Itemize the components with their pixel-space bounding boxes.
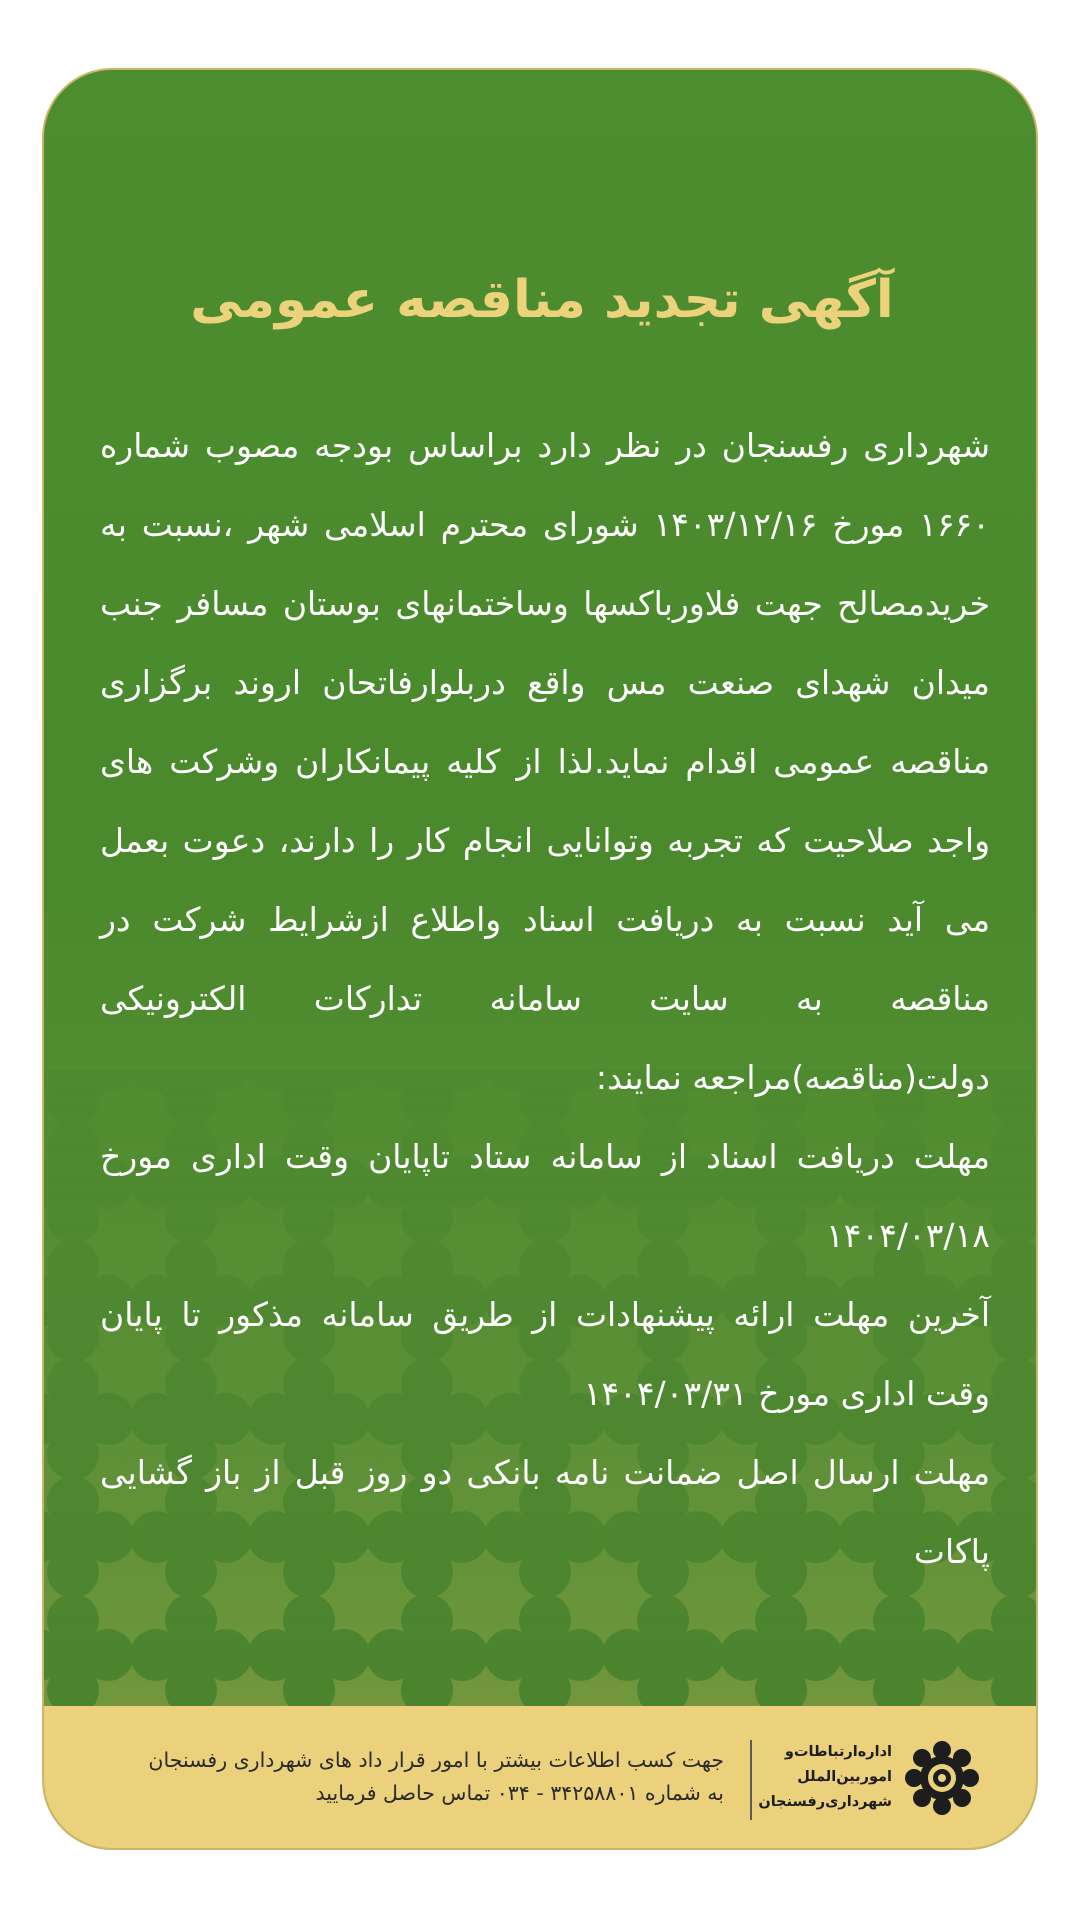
footer-divider <box>750 1740 752 1820</box>
notice-paragraph-guarantee-deadline: مهلت ارسال اصل ضمانت نامه بانکی دو روز قبل از باز گشایی پاکات <box>100 1453 990 1571</box>
municipality-logo <box>730 1736 980 1822</box>
logo-line: اداره‌ارتباطات‌و <box>784 1744 892 1760</box>
contact-line: جهت کسب اطلاعات بیشتر با امور قرار داد های شهرداری رفسنجان <box>148 1748 724 1772</box>
notice-paragraph-document-deadline: مهلت دریافت اسناد از سامانه ستاد تاپایان وقت اداری مورخ ۱۴۰۴/۰۳/۱۸ <box>100 1137 990 1255</box>
logo-line: شهرداری‌رفسنجان <box>758 1794 892 1810</box>
notice-card <box>42 68 1038 1850</box>
notice-title: آگهی تجدید مناقصه عمومی <box>190 270 894 330</box>
logo-line: امور‌بین‌الملل <box>797 1769 892 1785</box>
notice-body <box>100 406 990 1591</box>
footer-bar <box>44 1706 1038 1850</box>
notice-paragraph-proposal-deadline: آخرین مهلت ارائه پیشنهادات از طریق سامانه مذکور تا پایان وقت اداری مورخ ۱۴۰۴/۰۳/۳۱ <box>100 1295 990 1413</box>
logo-text <box>732 1740 892 1815</box>
municipality-emblem-icon <box>904 1740 980 1816</box>
notice-paragraph-main: شهرداری رفسنجان در نظر دارد براساس بودجه مصوب شماره ۱۶۶۰ مورخ ۱۴۰۳/۱۲/۱۶ شورای محترم اسلامی شهر ،نسبت به خریدمصالح جهت فلاورباکسها وساختمانهای بوستان مسافر جنب میدان شهدای صنعت مس واقع دربلوارفاتحان اروند برگزاری مناقصه عمومی اقدام نماید.لذا از کلیه پیمانکاران وشرکت های واجد صلاحیت که تجربه وتوانایی انجام کار را دارند، دعوت بعمل می آید نسبت به دریافت اسناد واطلاع ازشرایط شرکت در مناقصه به سایت سامانه تدارکات الکترونیکی دولت(مناقصه)مراجعه نمایند: <box>100 426 990 1097</box>
contact-phone-line: به شماره ۳۴۲۵۸۸۰۱ - ۰۳۴ تماس حاصل فرمایید <box>315 1781 724 1805</box>
contact-info <box>84 1744 724 1810</box>
